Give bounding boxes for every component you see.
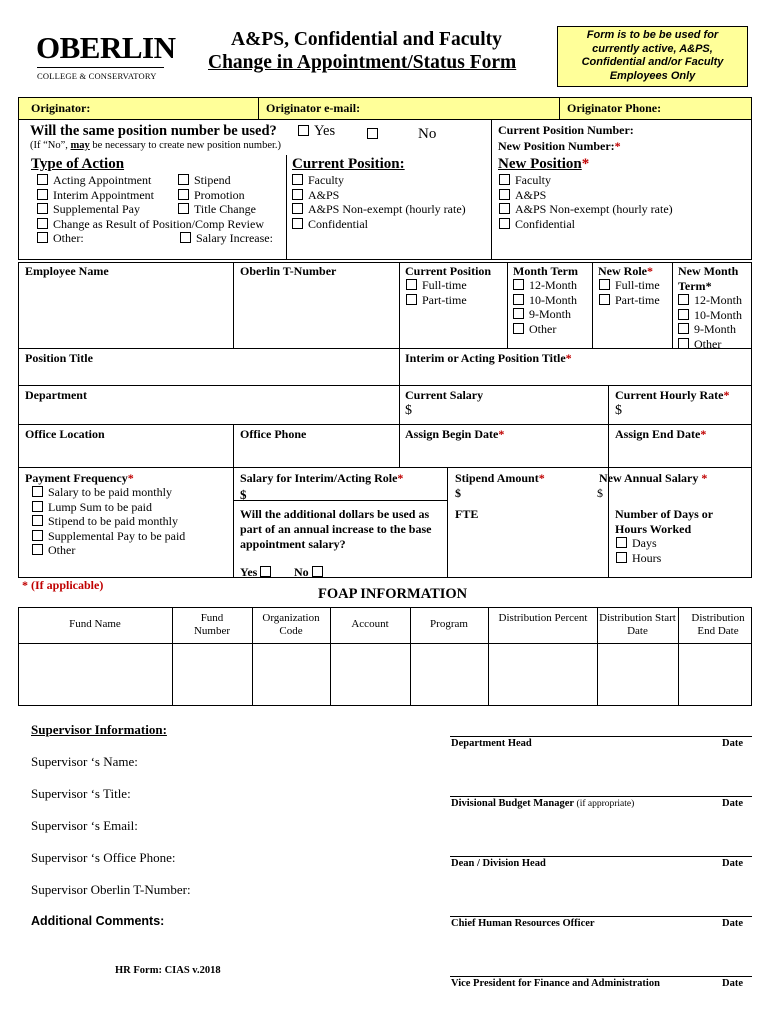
current-faculty-option[interactable]: Faculty (292, 173, 466, 188)
current-aps-option[interactable]: A&PS (292, 188, 466, 203)
logo: OBERLIN (36, 30, 176, 65)
new-month-other-option[interactable]: Other (678, 337, 742, 352)
department-field[interactable]: Department (25, 388, 87, 402)
assign-begin-date-field[interactable]: Assign Begin Date* (405, 427, 505, 441)
stipend-option[interactable]: Stipend (178, 173, 256, 188)
other-option[interactable]: Other: (37, 231, 264, 246)
position-note: (If “No”, may be necessary to create new position number.) (30, 140, 282, 151)
originator-phone-field[interactable]: Originator Phone: (567, 101, 662, 115)
hours-option[interactable]: Hours (616, 551, 661, 566)
title-change-option[interactable]: Title Change (178, 202, 256, 217)
foap-header-org-code: Organization Code (262, 612, 320, 637)
if-applicable-note: * (If applicable) (22, 578, 104, 592)
logo-subtitle: COLLEGE & CONSERVATORY (37, 71, 157, 81)
no-checkbox[interactable] (367, 128, 378, 139)
interim-title-field[interactable]: Interim or Acting Position Title* (405, 351, 572, 365)
form-title: A&PS, Confidential and Faculty (231, 29, 502, 50)
month-term-header: Month Term (513, 264, 579, 278)
supplemental-pay-option[interactable]: Supplemental Pay (37, 202, 264, 217)
cur-fulltime-option[interactable]: Full-time (406, 278, 467, 293)
chro-date: Date (722, 918, 743, 929)
cur-parttime-option[interactable]: Part-time (406, 293, 467, 308)
type-of-action-title: Type of Action (31, 156, 125, 172)
originator-field[interactable]: Originator: (31, 101, 91, 115)
new-faculty-option[interactable]: Faculty (499, 173, 673, 188)
pay-supplemental-option[interactable]: Supplemental Pay to be paid (32, 529, 185, 544)
new-parttime-option[interactable]: Part-time (599, 293, 660, 308)
new-fulltime-option[interactable]: Full-time (599, 278, 660, 293)
vp-finance-date: Date (722, 978, 743, 989)
promotion-option[interactable]: Promotion (178, 188, 256, 203)
interim-appointment-option[interactable]: Interim Appointment (37, 188, 264, 203)
dept-head-signature[interactable]: Department Head (451, 738, 532, 749)
new-annual-salary-field[interactable]: New Annual Salary * (599, 471, 708, 485)
t-number-field[interactable]: Oberlin T-Number (240, 264, 337, 278)
new-month-10-option[interactable]: 10-Month (678, 308, 742, 323)
foap-header-program: Program (430, 618, 468, 630)
form-subtitle: Change in Appointment/Status Form (208, 52, 517, 73)
additional-no-option[interactable]: No (294, 565, 328, 580)
new-month-12-option[interactable]: 12-Month (678, 293, 742, 308)
current-salary-field[interactable]: Current Salary (405, 388, 484, 402)
foap-title: FOAP INFORMATION (318, 586, 468, 602)
interim-salary-field[interactable]: Salary for Interim/Acting Role* (240, 471, 404, 485)
dean-date: Date (722, 858, 743, 869)
month-10-option[interactable]: 10-Month (513, 293, 577, 308)
days-option[interactable]: Days (616, 536, 661, 551)
chro-signature[interactable]: Chief Human Resources Officer (451, 918, 595, 929)
new-confidential-option[interactable]: Confidential (499, 217, 673, 232)
supervisor-phone-field[interactable]: Supervisor ‘s Office Phone: (31, 850, 176, 865)
new-position-options (499, 173, 673, 231)
foap-header-dist-end: Distribution End Date (691, 612, 745, 637)
action-options-col2 (178, 173, 256, 217)
current-hourly-rate-field[interactable]: Current Hourly Rate* (615, 388, 730, 402)
pay-stipend-monthly-option[interactable]: Stipend to be paid monthly (32, 514, 185, 529)
office-location-field[interactable]: Office Location (25, 427, 105, 441)
current-position-number[interactable]: Current Position Number: (498, 123, 634, 137)
fte-field[interactable]: FTE (455, 507, 479, 521)
current-aps-nonexempt-option[interactable]: A&PS Non-exempt (hourly rate) (292, 202, 466, 217)
foap-header-fund-number: Fund Number (193, 612, 231, 637)
current-position-header: Current Position (405, 264, 492, 278)
new-role-opts (599, 278, 660, 307)
current-confidential-option[interactable]: Confidential (292, 217, 466, 232)
same-position-question: Will the same position number be used? (30, 123, 277, 139)
salary-dollar-sign: $ (405, 403, 412, 418)
current-position-title: Current Position: (292, 156, 405, 172)
budget-manager-date: Date (722, 798, 743, 809)
comp-review-option[interactable]: Change as Result of Position/Comp Review (37, 217, 264, 232)
foap-header-dist-percent: Distribution Percent (498, 612, 588, 624)
month-term-opts (513, 278, 577, 336)
same-position-yes[interactable]: Yes (298, 123, 335, 140)
supervisor-info-title: Supervisor Information: (31, 722, 167, 737)
new-aps-option[interactable]: A&PS (499, 188, 673, 203)
form-notice: Form is to be be used for currently active, A&PS, Confidential and/or Faculty Employees Only (557, 26, 748, 87)
new-role-header: New Role* (598, 264, 653, 278)
pay-lump-sum-option[interactable]: Lump Sum to be paid (32, 500, 185, 515)
footer-form-id: HR Form: CIAS v.2018 (115, 965, 221, 976)
dept-head-date: Date (722, 738, 743, 749)
annual-dollar-sign: $ (597, 486, 603, 500)
payment-frequency-opts (32, 485, 185, 558)
assign-end-date-field[interactable]: Assign End Date* (615, 427, 707, 441)
month-9-option[interactable]: 9-Month (513, 307, 577, 322)
supervisor-tnumber-field[interactable]: Supervisor Oberlin T-Number: (31, 882, 191, 897)
current-position-opts (406, 278, 467, 307)
foap-header-fund-name: Fund Name (69, 618, 121, 630)
supervisor-name-field[interactable]: Supervisor ‘s Name: (31, 754, 138, 769)
supervisor-email-field[interactable]: Supervisor ‘s Email: (31, 818, 138, 833)
foap-header-account: Account (351, 618, 389, 630)
salary-increase-option[interactable]: Salary Increase: (180, 231, 273, 246)
pay-other-option[interactable]: Other (32, 543, 185, 558)
new-position-title: New Position* (498, 156, 590, 172)
month-12-option[interactable]: 12-Month (513, 278, 577, 293)
new-aps-nonexempt-option[interactable]: A&PS Non-exempt (hourly rate) (499, 202, 673, 217)
days-hours-opts (616, 536, 661, 565)
employee-name-field[interactable]: Employee Name (25, 264, 109, 278)
days-hours-header: Number of Days or Hours Worked (615, 507, 713, 536)
interim-dollar-sign: $ (240, 487, 247, 502)
budget-manager-signature[interactable]: Divisional Budget Manager (if appropriate) (451, 798, 635, 809)
dean-signature[interactable]: Dean / Division Head (451, 858, 546, 869)
pay-monthly-option[interactable]: Salary to be paid monthly (32, 485, 185, 500)
new-position-number[interactable]: New Position Number:* (498, 139, 621, 153)
stipend-dollar-sign: $ (455, 486, 461, 500)
current-position-options (292, 173, 466, 231)
originator-email-field[interactable]: Originator e-mail: (266, 101, 361, 115)
additional-comments-label: Additional Comments: (31, 914, 165, 928)
additional-yes-option[interactable]: Yes (240, 565, 276, 580)
vp-finance-signature[interactable]: Vice President for Finance and Administration (451, 978, 660, 989)
hourly-dollar-sign: $ (615, 403, 622, 418)
stipend-amount-field[interactable]: Stipend Amount* (455, 471, 545, 485)
position-title-field[interactable]: Position Title (25, 351, 93, 365)
office-phone-field[interactable]: Office Phone (240, 427, 307, 441)
same-position-no[interactable]: No (367, 126, 436, 143)
acting-appointment-option[interactable]: Acting Appointment (37, 173, 264, 188)
yes-checkbox[interactable] (298, 125, 309, 136)
new-month-term-opts (678, 293, 742, 351)
foap-header-dist-start: Distribution Start Date (599, 612, 676, 637)
payment-frequency-header: Payment Frequency* (25, 471, 134, 485)
additional-dollars-question: Will the additional dollars be used as part of an annual increase to the base appointment salary? (240, 507, 432, 551)
new-month-term-header: New Month Term* (678, 264, 739, 293)
new-month-9-option[interactable]: 9-Month (678, 322, 742, 337)
supervisor-title-field[interactable]: Supervisor ‘s Title: (31, 786, 131, 801)
month-other-option[interactable]: Other (513, 322, 577, 337)
